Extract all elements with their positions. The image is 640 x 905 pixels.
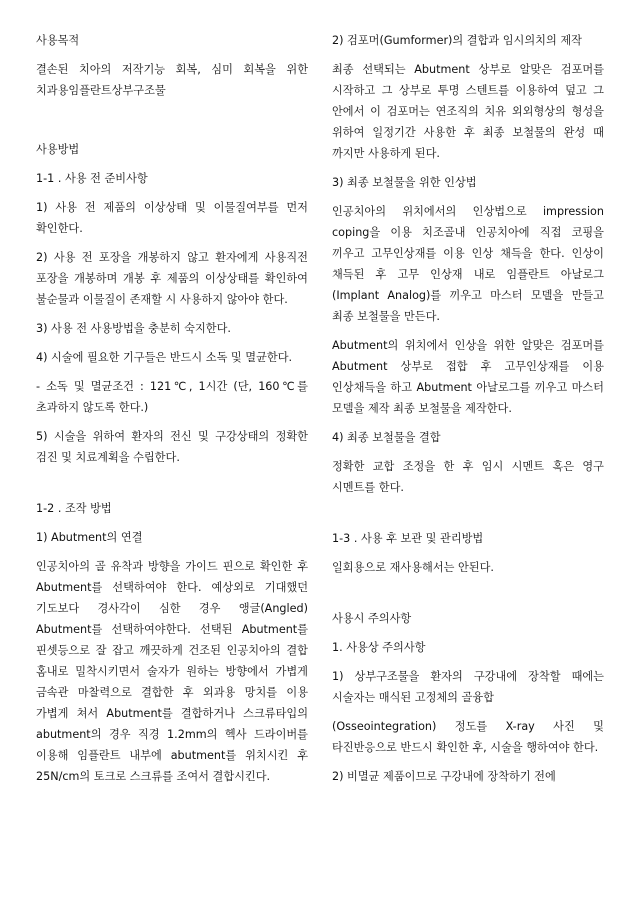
op-3-body-1: 인공치아의 위치에서의 인상법으로 impression coping을 이용 치조골내 인공치아에 직접 코핑을 끼우고 고무인상재를 이용 인상 채득을 한다. 인상이 채득된 후 고무 인상재 내로 임플란트 아날로그(Implant Analog)를 끼우고 마스터 모델을 만들고 최종 보철물을 만든다.: [332, 205, 604, 323]
sec-1-2: 1-2 . 조작 방법: [36, 502, 112, 515]
op-4-body: 정확한 교합 조정을 한 후 임시 시멘트 혹은 영구 시멘트를 한다.: [332, 460, 604, 494]
left-column: [36, 30, 308, 787]
storage-body: 일회용으로 재사용해서는 안된다.: [332, 561, 494, 574]
op-3-body-2: Abutment의 위치에서 인상을 위한 알맞은 검포머를 Abutment 상부로 접합 후 고무인상재를 이용 인상채득을 하고 Abutment 아날로그를 끼우고 마스터 모델을 제작 최종 보철물을 제작한다.: [332, 339, 604, 415]
caution-sec-1: 1. 사용상 주의사항: [332, 641, 426, 654]
method-heading: 사용방법: [36, 143, 80, 156]
op-4-heading: 4) 최종 보철물을 결합: [332, 431, 441, 444]
prep-4-note: - 소독 및 멸균조건 : 121℃, 1시간 (단, 160℃를 초과하지 않도록 한다.): [36, 380, 308, 414]
caution-1-cont: (Osseointegration) 정도를 X-ray 사진 및 타진반응으로 반드시 확인한 후, 시술을 행하여야 한다.: [332, 720, 604, 754]
caution-1: 1) 상부구조물을 환자의 구강내에 장착할 때에는 시술자는 매식된 고정체의 골융합: [332, 670, 604, 704]
sec-1-3: 1-3 . 사용 후 보관 및 관리방법: [332, 532, 484, 545]
prep-4: 4) 시술에 필요한 기구들은 반드시 소독 및 멸균한다.: [36, 351, 293, 364]
prep-2: 2) 사용 전 포장을 개봉하지 않고 환자에게 사용직전 포장을 개봉하며 개봉 후 제품의 이상상태를 확인하여 불순물과 이물질이 존재할 시 사용하지 않아야 한다.: [36, 251, 308, 306]
op-3-heading: 3) 최종 보철물을 위한 인상법: [332, 176, 477, 189]
op-2-body: 최종 선택되는 Abutment 상부로 알맞은 검포머를 시작하고 그 상부로 투명 스텐트를 이용하여 덮고 그 안에서 이 검포머는 연조직의 치유 외외형상의 형성을 위하여 일정기간 사용한 후 최종 보철물의 완성 때 까지만 사용하게 된다.: [332, 63, 604, 160]
purpose-heading: 사용목적: [36, 34, 80, 47]
caution-heading: 사용시 주의사항: [332, 612, 412, 625]
purpose-body: 결손된 치아의 저작기능 회복, 심미 회복을 위한 치과용임플란트상부구조물: [36, 63, 308, 97]
op-1-heading: 1) Abutment의 연결: [36, 531, 143, 544]
op-2-heading: 2) 검포머(Gumformer)의 결합과 임시의치의 제작: [332, 34, 582, 47]
prep-5: 5) 시술을 위하여 환자의 전신 및 구강상태의 정확한 검진 및 치료계획을 수립한다.: [36, 430, 308, 464]
right-column: [332, 30, 604, 787]
prep-3: 3) 사용 전 사용방법을 충분히 숙지한다.: [36, 322, 231, 335]
sec-1-1: 1-1 . 사용 전 준비사항: [36, 172, 148, 185]
op-1-body: 인공치아의 골 유착과 방향을 가이드 핀으로 확인한 후 Abutment를 선택하여야 한다. 예상외로 기대했던 기도보다 경사각이 심한 경우 앵글(Angled) Abutment를 선택하여야한다. 선택된 Abutment를 핀셋등으로 잘 잡고 깨끗하게 건조된 인공치아의 결합 홈내로 밀착시키면서 술자가 원하는 방향에서 가볍게 금속관 마찰력으로 결합한 후 외과용 망치를 이용 가볍게 쳐서 Abutment를 결합하거나 스크류타입의 abutment의 경우 직경 1.2mm의 헥사 드라이버를 이용해 임플란트 내부에 abutment를 위치시킨 후 25N/cm의 토크로 스크류를 조여서 결합시킨다.: [36, 560, 308, 783]
prep-1: 1) 사용 전 제품의 이상상태 및 이물질여부를 먼저 확인한다.: [36, 201, 308, 235]
caution-2: 2) 비멸균 제품이므로 구강내에 장착하기 전에: [332, 770, 556, 783]
